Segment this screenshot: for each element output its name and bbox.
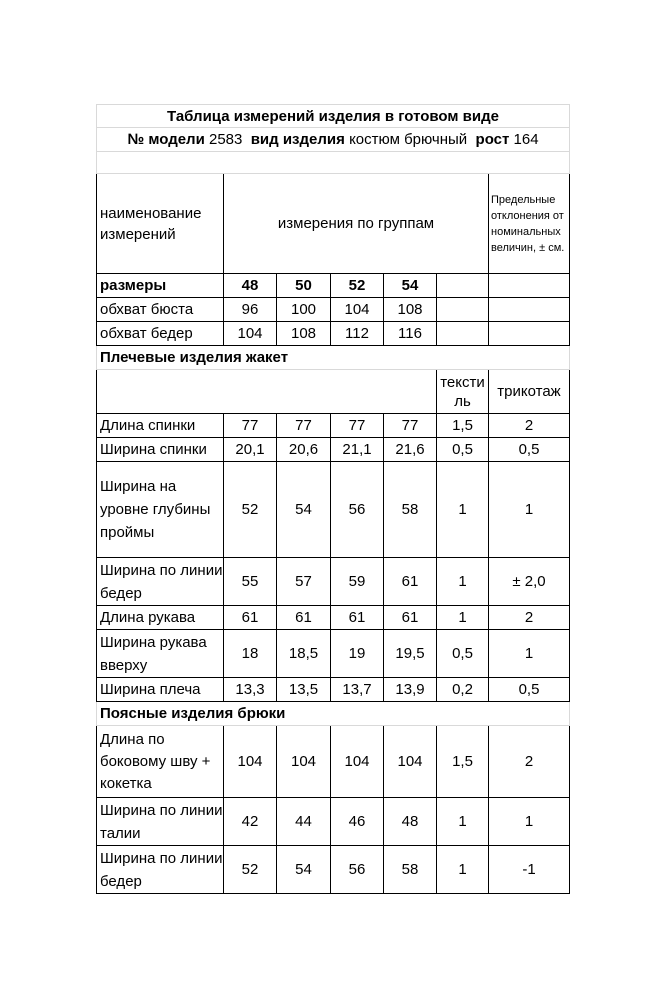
knit-col-header: трикотаж — [489, 370, 570, 414]
value-cell: 116 — [384, 322, 437, 346]
table-row — [97, 726, 570, 798]
groups-col-header: измерения по группам — [224, 174, 489, 274]
table-row — [97, 462, 570, 558]
value-cell: 58 — [384, 846, 437, 894]
textile-cell: 1,5 — [437, 726, 489, 798]
row-label: Ширина на уровне глубины проймы — [97, 462, 224, 558]
section-title-trousers: Поясные изделия брюки — [97, 702, 570, 726]
table-row — [97, 846, 570, 894]
spacer-row — [97, 152, 570, 174]
model-info-line — [97, 128, 570, 152]
row-label: обхват бедер — [97, 322, 224, 346]
measurement-table — [96, 104, 570, 894]
value-cell: 61 — [384, 606, 437, 630]
textile-cell: 1 — [437, 846, 489, 894]
name-col-header: наименование измерений — [97, 174, 224, 274]
value-cell: 55 — [224, 558, 277, 606]
tolerance-col-header: Предельные отклонения от номинальных величин, ± см. — [489, 174, 570, 274]
value-cell: 44 — [277, 798, 331, 846]
textile-cell: 1 — [437, 606, 489, 630]
value-cell: 19,5 — [384, 630, 437, 678]
textile-cell: 0,5 — [437, 630, 489, 678]
value-cell: 52 — [224, 846, 277, 894]
model-value: 2583 — [208, 131, 243, 148]
sheet-title: Таблица измерений изделия в готовом виде — [97, 105, 570, 128]
size-cell: 48 — [224, 274, 277, 298]
value-cell: 112 — [331, 322, 384, 346]
measurement-sheet — [96, 104, 570, 894]
row-label: Ширина по линии талии — [97, 798, 224, 846]
model-label: № модели — [127, 131, 205, 148]
textile-col-header: тексти ль — [437, 370, 489, 414]
value-cell: 108 — [384, 298, 437, 322]
value-cell: 104 — [277, 726, 331, 798]
value-cell: 108 — [277, 322, 331, 346]
value-cell: 21,1 — [331, 438, 384, 462]
row-label: Ширина рукава вверху — [97, 630, 224, 678]
textile-cell: 0,5 — [437, 438, 489, 462]
value-cell: 57 — [277, 558, 331, 606]
value-cell: 56 — [331, 846, 384, 894]
knit-cell: 1 — [489, 630, 570, 678]
value-cell: 56 — [331, 462, 384, 558]
table-row — [97, 414, 570, 438]
knit-cell: 0,5 — [489, 678, 570, 702]
row-label: обхват бюста — [97, 298, 224, 322]
value-cell: 13,7 — [331, 678, 384, 702]
value-cell: 54 — [277, 462, 331, 558]
table-row — [97, 630, 570, 678]
value-cell: 104 — [331, 726, 384, 798]
value-cell: 77 — [277, 414, 331, 438]
knit-cell: 2 — [489, 414, 570, 438]
value-cell: 52 — [224, 462, 277, 558]
sizes-label: размеры — [97, 274, 224, 298]
height-label: рост — [475, 131, 510, 148]
table-row — [97, 322, 570, 346]
knit-cell: 2 — [489, 606, 570, 630]
value-cell: 59 — [331, 558, 384, 606]
value-cell: 77 — [331, 414, 384, 438]
sizes-row — [97, 274, 570, 298]
value-cell: 104 — [224, 322, 277, 346]
size-cell: 54 — [384, 274, 437, 298]
value-cell: 13,5 — [277, 678, 331, 702]
value-cell: 61 — [277, 606, 331, 630]
knit-cell: 1 — [489, 798, 570, 846]
height-value: 164 — [513, 131, 539, 148]
value-cell: 18 — [224, 630, 277, 678]
textile-cell: 1 — [437, 462, 489, 558]
value-cell: 104 — [331, 298, 384, 322]
value-cell: 48 — [384, 798, 437, 846]
value-cell: 77 — [384, 414, 437, 438]
textile-cell: 0,2 — [437, 678, 489, 702]
knit-cell: ± 2,0 — [489, 558, 570, 606]
knit-cell: 1 — [489, 462, 570, 558]
value-cell: 21,6 — [384, 438, 437, 462]
value-cell: 13,9 — [384, 678, 437, 702]
section-title-jacket: Плечевые изделия жакет — [97, 346, 570, 370]
textile-cell: 1,5 — [437, 414, 489, 438]
row-label: Ширина плеча — [97, 678, 224, 702]
row-label: Ширина по линии бедер — [97, 558, 224, 606]
table-row — [97, 298, 570, 322]
size-cell: 50 — [277, 274, 331, 298]
value-cell: 54 — [277, 846, 331, 894]
value-cell: 18,5 — [277, 630, 331, 678]
table-row — [97, 438, 570, 462]
value-cell: 58 — [384, 462, 437, 558]
value-cell: 61 — [224, 606, 277, 630]
value-cell: 77 — [224, 414, 277, 438]
value-cell: 20,1 — [224, 438, 277, 462]
table-row — [97, 558, 570, 606]
textile-cell: 1 — [437, 558, 489, 606]
value-cell: 100 — [277, 298, 331, 322]
value-cell: 61 — [331, 606, 384, 630]
value-cell: 19 — [331, 630, 384, 678]
row-label: Длина по боковому шву + кокетка — [97, 726, 224, 798]
kind-label: вид изделия — [250, 131, 345, 148]
value-cell: 42 — [224, 798, 277, 846]
value-cell: 46 — [331, 798, 384, 846]
value-cell: 13,3 — [224, 678, 277, 702]
value-cell: 61 — [384, 558, 437, 606]
table-row — [97, 798, 570, 846]
table-row — [97, 606, 570, 630]
row-label: Ширина по линии бедер — [97, 846, 224, 894]
knit-cell: 2 — [489, 726, 570, 798]
value-cell: 20,6 — [277, 438, 331, 462]
knit-cell: -1 — [489, 846, 570, 894]
textile-cell: 1 — [437, 798, 489, 846]
kind-value: костюм брючный — [349, 131, 468, 148]
row-label: Ширина спинки — [97, 438, 224, 462]
row-label: Длина рукава — [97, 606, 224, 630]
knit-cell: 0,5 — [489, 438, 570, 462]
size-cell: 52 — [331, 274, 384, 298]
value-cell: 96 — [224, 298, 277, 322]
value-cell: 104 — [224, 726, 277, 798]
table-row — [97, 678, 570, 702]
row-label: Длина спинки — [97, 414, 224, 438]
value-cell: 104 — [384, 726, 437, 798]
